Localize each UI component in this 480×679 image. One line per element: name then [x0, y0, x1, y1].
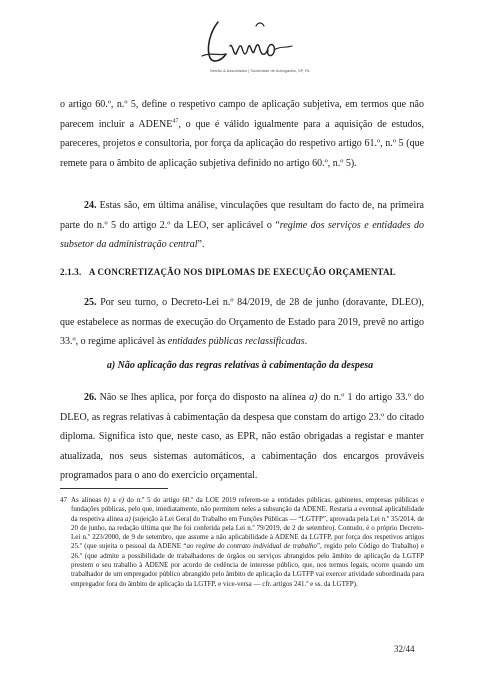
text-run: do citado diploma. Significa isto que, neste caso, as EPR, não estão obrigadas a: [60, 411, 425, 442]
text-run: Não se lhes aplica, por força do disposto na alínea: [96, 392, 310, 403]
signature-logo-icon: [196, 12, 316, 70]
italic-run: entidades públicas reclassificadas: [167, 336, 305, 347]
paragraph-24: [60, 196, 424, 255]
paragraph-number: 26.: [84, 392, 97, 403]
text-run: do n.º 1 do artigo 33.º: [317, 392, 411, 403]
text-run: ”.: [197, 239, 205, 250]
text-run: Por seu turno, o Decreto-Lei n.º 84/2019, de 28 de junho (doravante,: [96, 297, 388, 308]
section-heading: [60, 267, 396, 277]
paragraph-continuation: [60, 95, 424, 173]
subheading: a) Não aplicação das regras relativas à cabimentação da despesa: [106, 360, 374, 371]
paragraph-number: 25.: [84, 297, 97, 308]
italic-run: regime dos serviços e entidades do subsetor da administração central: [60, 219, 424, 250]
text-run: Estas são, em última análise, vinculações que resultam do facto de, na: [96, 200, 387, 211]
footnote-divider: [60, 488, 168, 489]
text-line: 61.º, n.º 5 (que remete para o âmbito de aplicação subjetiva definido no artigo 60.º, n.º: [60, 138, 425, 169]
text-line: o artigo 60.º, n.º 5, define o respetivo campo de aplicação subjetiva, em termos que: [60, 99, 407, 110]
text-line: , o que é válido igualmente para a aquisição de: [178, 118, 387, 130]
paragraph-25: [60, 293, 424, 352]
section-title: A CONCRETIZAÇÃO NOS DIPLOMAS DE EXECUÇÃO ORÇAMENTAL: [88, 267, 396, 277]
text-run: registar e manter atualizada, nos seus sistemas automáticos, a cabimentação dos: [60, 431, 424, 462]
text-line: não parecem incluir a ADENE: [60, 99, 424, 130]
text-run: DLEO), que estabelece as normas de execução do Orçamento de Estado para 2019,: [60, 297, 425, 328]
footnote: [60, 496, 424, 589]
footnote-number: 47: [60, 496, 67, 504]
paragraph-26: [60, 388, 424, 486]
page-number: 32/44: [394, 644, 415, 654]
footnote-text: As alíneas b) a e) do n.º 5 do artigo 60.º da LOE 2019 referem-se a entidades públicas, gabinetes, empresas públicas e fundações públicas, pelo que, imediatamente, não permitem neles a subsunção da ADENE. Restaria a eventual aplicabilidade da respetiva alínea a) (sujeição à Lei Geral do Trabalho em Funções Públicas — “LGTFP”, aprovada pela Lei n.º 35/2014, de 20 de junho, na redação última que lhe foi conferida pela Lei n.º 79/2019, de 2 de setembro). Contudo, é o próprio Decreto-Lei n.º 223/2000, de 9 de setembro, que assume a não aplicabilidade à ADENE da LGTFP, por força dos respetivos artigos 25.º (que sujeita o pessoal da ADENE “ao regime do contrato individual de trabalho”, regido pelo Código do Trabalho) e 26.º (que admite a possibilidade de trabalhadores de órgãos ou serviços abrangidos pelo âmbito de aplicação da LGTFP prestem o seu trabalho à ADENE por acordo de cedência de interesse público, que, nos termos legais, ocorre quando um trabalhador de um empregador público abrangido pelo âmbito de aplicação da LGTFP vai exercer atividade subordinada para empregador fora do âmbito de aplicação da LGTFP, e vice-versa — cfr. artigos 241.º e ss. da LGTFP).: [71, 496, 425, 588]
footnote-ref[interactable]: 47: [172, 118, 179, 125]
text-run: encargos prováveis programados para o ano do exercício orçamental.: [60, 450, 424, 481]
paragraph-number: 24.: [84, 200, 97, 211]
text-run: do DLEO, as regras relativas à cabimentação da despesa que constam do artigo 23.º: [60, 392, 424, 423]
text-run: prevê no artigo 33.º, o regime aplicável às: [60, 316, 425, 347]
text-run: .: [304, 336, 308, 347]
logo-subtitle: Serrão & Associados | Sociedade de Advogados, SP, RL: [210, 68, 311, 73]
section-number: 2.1.3.: [60, 267, 82, 277]
italic-run: a): [309, 392, 318, 403]
text-line: 5).: [345, 157, 357, 169]
text-line: estudos, pareceres, projetos e consultoria, por força da aplicação do respetivo artigo: [60, 118, 425, 149]
text-run: primeira parte do n.º 5 do artigo 2.º da LEO, ser aplicável o “: [60, 200, 424, 231]
firm-logo: [196, 12, 316, 82]
